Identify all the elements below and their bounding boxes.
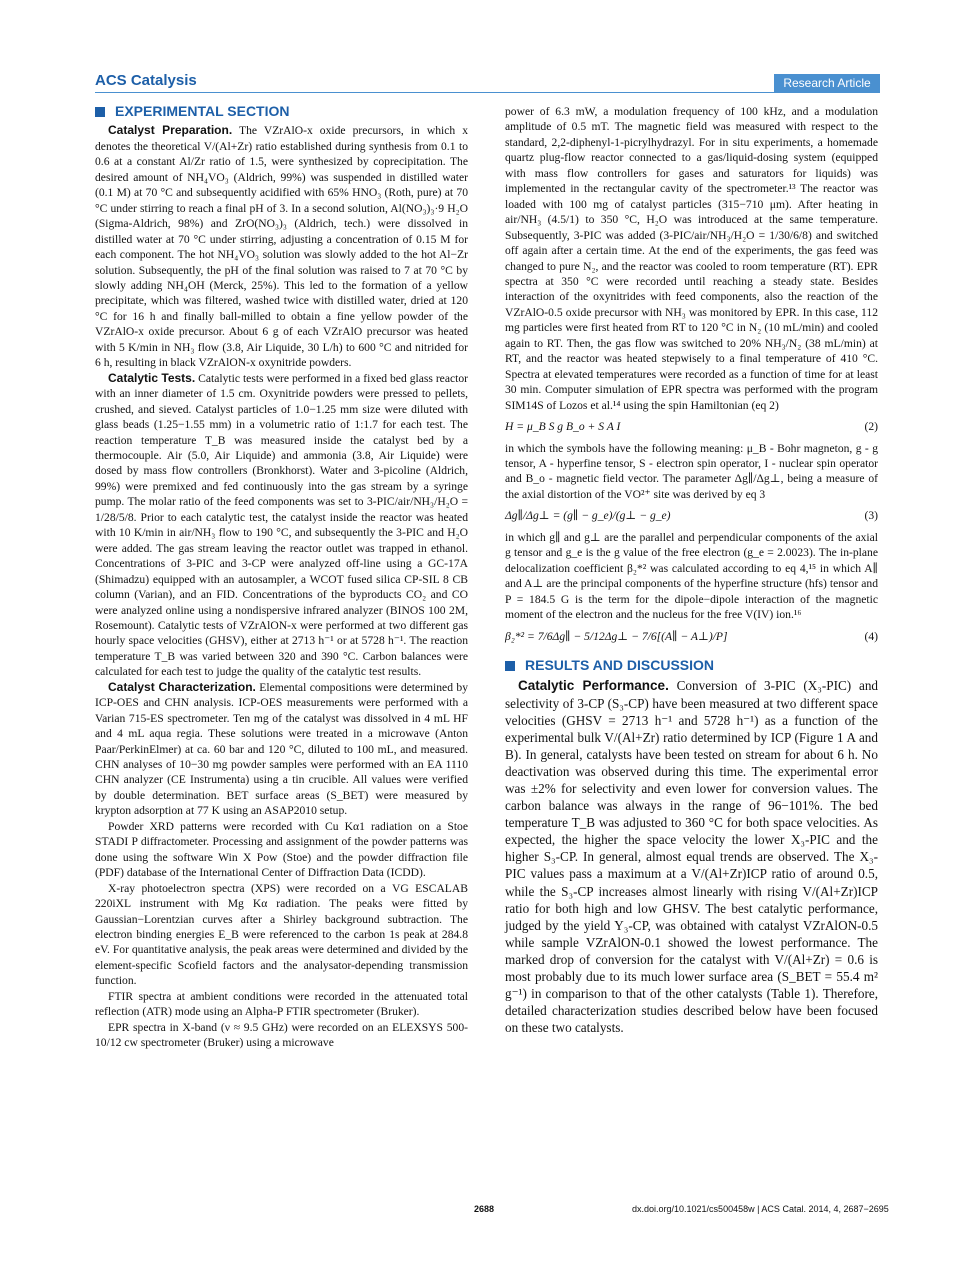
article-type-badge: Research Article [774, 74, 880, 92]
paragraph [95, 123, 468, 370]
results-block [505, 677, 878, 1036]
paragraph-text: The VZrAlO-x oxide precursors, in which x denotes the theoretical V/(Al+Zr) ratio established during synthesis from 0.1 to 0.6 at a constant Al/Zr ratio of 1.5, were synthesized by coprecipitation. The desired amount of NH₄VO₃ (Aldrich, 99%) was suspended in distilled water (0.1 M) at 70 °C and subsequently acidified with 65% HNO₃ (Roth, pure) at 70 °C under stirring to reach a final pH of 3. In a second solution, Al(NO₃)₃·9 H₂O (Sigma-Aldrich, 98%) and ZrO(NO₃)₃ (Aldrich, tech.) were dissolved in distilled water at 70 °C under stirring, adjusting a concentration of 0.15 M for each component. The hot NH₄VO₃ solution was slowly added to the hot Al−Zr solution. Subsequently, the pH of the final solution was raised to 7 at 70 °C by slowly adding NH₄OH (Merck, 25%). This led to the formation of a yellow precipitate, which was filtered, washed twice with distilled water, dried at 120 °C for 16 h and finally ball-milled to obtain a fine yellow powder of the VZrAlO-x oxide precursor. About 6 g of each VZrAlO precursor was heated with 5 K/min in NH₃ flow (3.8, Air Liquide, 30 L/h) to 600 °C and nitrided for 6 h, resulting in black VZrAlON-x oxynitride powders. [95, 124, 468, 370]
section-square-icon [95, 107, 105, 117]
section-title: EXPERIMENTAL SECTION [115, 103, 290, 119]
equation-text: H = μ_B S g B_o + S A I [505, 420, 621, 434]
paragraph-text: Conversion of 3-PIC (X₃-PIC) and selectivity of 3-CP (S₃-CP) have been measured at two different space velocities (GHSV = 2713 h⁻¹ and 5728 h⁻¹) as a function of the experimental bulk V/(Al+Zr) ratio determined by ICP (Figure 1 A and B). In general, catalysts have been tested on stream for about 6 h. No deactivation was observed during this time. The experimental error was ±2% for selectivity and even lower for conversion values. The carbon balance was always in the range of 96−101%. The bed temperature T_B was adjusted to 360 °C for both space velocities. As expected, the higher the space velocity the lower X₃-PIC and the higher S₃-CP. In general, almost equal trends are observed. The X₃-PIC values pass a maximum at a V/(Al+Zr)ICP ratio of around 0.5, while the S₃-CP increases almost linearly with rising V/(Al+Zr)ICP ratio for both high and low GHSV. The best catalytic performance, judged by the yield Y₃-CP, was obtained with catalyst VZrAlON-0.5 while sample VZrAlON-0.1 showed the lowest performance. The marked drop of conversion for the catalyst with V/(Al+Zr) = 0.6 is most probably due to its much lower surface area (S_BET = 55.4 m² g⁻¹) in comparison to that of the other catalysts (Table 1). Therefore, detailed characterization studies described below have been focused on these two catalysts. [505, 678, 879, 1036]
paragraph [505, 677, 878, 1036]
paragraph: EPR spectra in X-band (ν ≈ 9.5 GHz) were recorded on an ELEXSYS 500-10/12 cw spectrometer (Bruker) using a microwave [95, 1020, 468, 1050]
section-heading-results [505, 658, 878, 673]
equation-number: (4) [864, 629, 878, 643]
paragraph: in which the symbols have the following meaning: μ_B - Bohr magneton, g - g tensor, A - hyperfine tensor, S - electron spin operator, I - nuclear spin operator and B_o - magnetic field vector. The parameter Δg∥/Δg⊥, being a measure of the axial distortion of the VO²⁺ site was derived by eq 3 [505, 441, 878, 501]
paragraph: power of 6.3 mW, a modulation frequency of 100 kHz, and a modulation amplitude of 0.5 mT. The magnetic field was measured with respect to the standard, 2,2-diphenyl-1-picrylhydrazyl. For in situ experiments, a homemade quartz plug-flow reactor connected to a gas/liquid-dosing system (equipped with mass flow controllers for gases and saturators for liquids) was implemented in the rectangular cavity of the spectrometer.¹³ The reactor was loaded with 100 mg of catalyst particles (315−710 μm). After heating in air/NH₃ (4.5/1) to 350 °C, H₂O was introduced at the same temperature. Subsequently, 3-PIC was added (3-PIC/air/NH₃/H₂O = 1/30/6/8) and switched off again after a certain time. At the end of the experiments, the gas feed was changed to pure N₂, and the reactor was cooled to room temperature (RT). EPR spectra at 350 °C were recorded until reaching a steady state. Besides interaction of the oxynitrides with feed components, also the reaction of the VZrAlO-0.5 oxide precursor with NH₃ was monitored by EPR. In this case, 112 mg particles were first heated from RT to 120 °C in N₂ (10 mL/min) and cooled again to RT. Then, the gas flow was switched to 20% NH₃/N₂ (38 mL/min) at RT, and the reactor was heated stepwisely to a final temperature of 410 °C. Spectra at elevated temperatures were recorded as a function of time for at least 30 min. Computer simulation of EPR spectra was performed with the program SIM14S of Lozos et al.¹⁴ using the spin Hamiltonian (eq 2) [505, 105, 878, 412]
paragraph-text: Catalytic tests were performed in a fixed bed glass reactor with an inner diameter of 1.5 cm. Oxynitride powders were pressed to pellets, crushed, and sieved. Catalyst particles of 1.0−1.25 mm size were diluted with glass beads (1.25−1.55 mm) in a volumetric ratio of 1:1.7 for each test. The reaction temperature T_B was measured inside the catalyst bed by a thermocouple. Air (5.0, Air Liquide) and ammonia (3.8, Air Liquide) were dosed by mass flow controllers (Bronkhorst). Water and 3-picoline (Aldrich, 99%) were premixed and fed continuously into the gas stream by a syringe pump. The molar ratio of the feed components was set to 3-PIC/air/NH₃/H₂O = 1/28/5/8. Prior to each catalytic test, the catalyst inside the reactor was heated with 10 K/min in air/NH₃ flow to 190 °C, and subsequently the 3-PIC and H₂O were added. The gas stream leaving the reactor outlet was trapped in ethanol. Concentrations of 3-PIC and 3-CP were analyzed off-line using a GC-17A (Shimadzu) equipped with an autosampler, a WCOT fused silica CP-SIL 8 CB column (Varian), and an FID. Concentrations of the byproducts CO₂ and CO were analyzed online using a nondispersive infrared analyzer (BINOS 100 2M, Rosemount). Catalytic tests of VZrAlON-x were performed at two different gas hourly space velocities (GHSV), either at 2713 h⁻¹ or at 5728 h⁻¹. The reaction temperature T_B was varied between 320 and 390 °C. Carbon balances were calculated for each test to judge the quality of the catalytic test results. [95, 371, 468, 679]
paragraph: Powder XRD patterns were recorded with Cu Kα1 radiation on a Stoe STADI P diffractometer. Processing and assignment of the powder patterns was done using the software Win X Pow (Stoe) and the powder diffraction file (PDF) database of the International Center of Diffraction Data (ICDD). [95, 819, 468, 880]
equation-number: (2) [864, 420, 878, 434]
paragraph [95, 680, 468, 819]
equation-text: β₂*² = 7/6Δg∥ − 5/12Δg⊥ − 7/6[(A∥ − A⊥)/P] [505, 629, 728, 643]
run-in-heading: Catalyst Characterization. [108, 679, 256, 694]
section-heading-experimental [95, 104, 468, 119]
paragraph: FTIR spectra at ambient conditions were recorded in the attenuated total reflection (ATR) mode using an Alpha-P FTIR spectrometer (Bruker). [95, 989, 468, 1019]
right-column [505, 104, 878, 1036]
paragraph: in which g∥ and g⊥ are the parallel and perpendicular components of the axial g tensor and g_e is the g value of the free electron (g_e = 2.0023). The in-plane delocalization coefficient β₂*² was calculated according to eq 4,¹⁵ in which A∥ and A⊥ are the principal components of the hyperfine structure (hfs) tensor and P = 184.5 G is the term for the dipole−dipole interaction of the magnetic moment of the electron and the nucleus for the free V(IV) ion.¹⁶ [505, 530, 878, 622]
run-in-heading: Catalyst Preparation. [108, 123, 233, 138]
left-column [95, 104, 468, 1051]
page-number: 2688 [474, 1204, 495, 1214]
equation-3 [505, 508, 878, 523]
equation-2 [505, 419, 878, 434]
paragraph: X-ray photoelectron spectra (XPS) were recorded on a VG ESCALAB 220iXL instrument with Mg Kα radiation. The peaks were fitted by Gaussian−Lorentzian curves after a Shirley background subtraction. The electron binding energies E_B were referenced to the carbon 1s peak at 284.8 eV. For quantitative analysis, the peak areas were determined and divided by the element-specific Scofield factors and the analysator-depending transmission function. [95, 881, 468, 988]
equation-4 [505, 629, 878, 644]
equation-text: Δg∥/Δg⊥ = (g∥ − g_e)/(g⊥ − g_e) [505, 509, 671, 523]
header-rule [95, 92, 880, 93]
equation-number: (3) [864, 509, 878, 523]
section-square-icon [505, 661, 515, 671]
journal-name: ACS Catalysis [95, 72, 197, 89]
run-in-heading: Catalytic Performance. [518, 678, 669, 694]
paragraph [95, 371, 468, 680]
doi-citation: dx.doi.org/10.1021/cs500458w | ACS Catal. 2014, 4, 2687−2695 [632, 1204, 889, 1214]
section-title: RESULTS AND DISCUSSION [525, 656, 715, 673]
run-in-heading: Catalytic Tests. [108, 370, 196, 385]
paragraph-text: Elemental compositions were determined by ICP-OES and CHN analysis. ICP-OES measurements were performed with a Varian 715-ES spectrometer. Ten mg of the catalyst was dissolved in 4 mL HF and 4 mL aqua regia. These solutions were treated in a microwave (Anton Paar/PerkinElmer) at ca. 60 bar and 120 °C, diluted to 100 mL, and measured. CHN analyses of 10−30 mg powder samples were performed with an EA 1110 CHN analyzer (CE Instrumenta) using a tin crucible. All values were verified by double determination. BET surface areas (S_BET) were measured by krypton adsorption at 77 K using an ASAP2010 setup. [95, 680, 468, 818]
